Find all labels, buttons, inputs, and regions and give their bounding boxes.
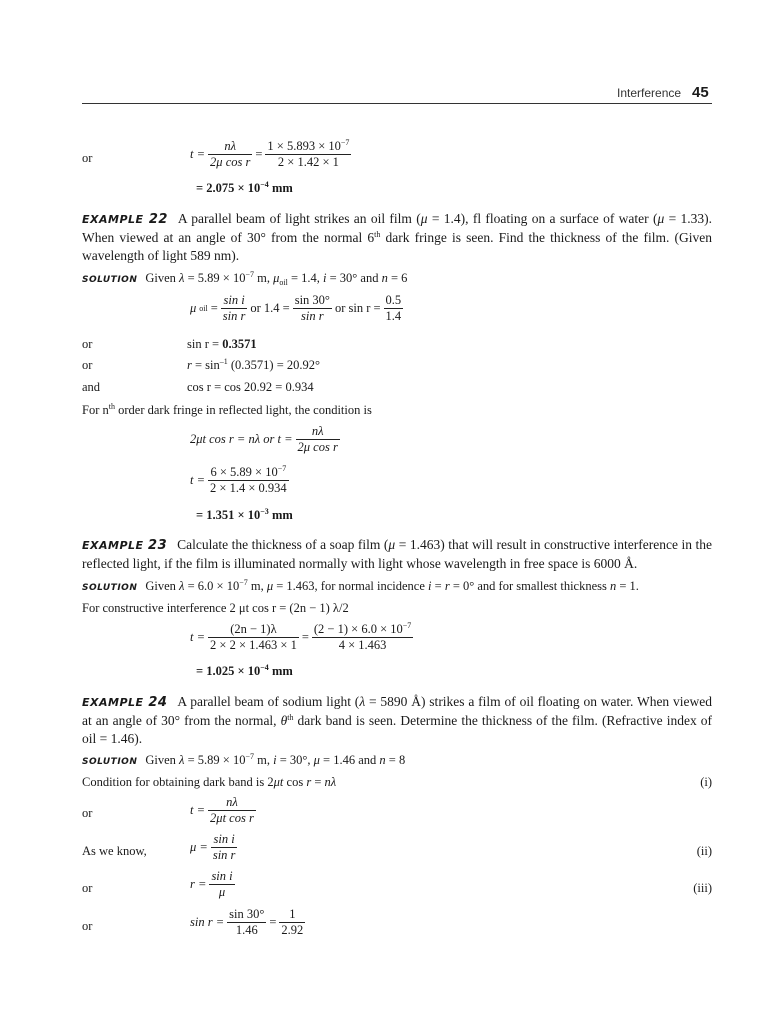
example-23-statement: EXAMPLE 23 Calculate the thickness of a soap film (μ = 1.463) that will result in constructive interference in the reflected light, if the film is illuminated normally with light whose wavelength in free space is 6000 Å.: [82, 537, 712, 571]
soap-film-thickness-equation: t = $\frac{(2n - 1)\lambda}{2 \times 2 \times 1.463 \times 1}$ = $\frac{(2 - 1) \times 6.0 \times 10^{-7}}{4 \times 1.463}$: [190, 621, 412, 652]
word-or: or: [82, 919, 93, 933]
fraction: $\frac{\text{sin i}}{\text{sin r}}$: [222, 293, 246, 323]
fraction: $\frac{6 \times 5.89 \times 10^{-7}}{2 \times 1.4 \times 0.934}$: [210, 464, 287, 495]
solution-label: SOLUTION: [82, 275, 138, 285]
snell-equation: μ = $\frac{\text{sin i}}{\text{sin r}}$: [190, 832, 236, 862]
angle-r-value: $r = \sin^{-1} (0.3571) = 20.92^\circ$: [187, 357, 321, 372]
example-22-given: SOLUTION Given $\lambda = 5.89 \times 10^{-7}$ m, $\mu_{oil} = 1.4$, i = 30° and n = 6: [82, 270, 408, 287]
fraction: $\frac{n\lambda}{\text{2μt cos r}}$: [210, 795, 254, 825]
fraction: $\frac{(2 - 1) \times 6.0 \times 10^{-7}}{4 \times 1.463}$: [313, 621, 412, 652]
word-or: or: [82, 806, 93, 820]
fraction: $\frac{(2n - 1)\lambda}{2 \times 2 \times 1.463 \times 1}$: [210, 622, 297, 652]
word-or: or: [82, 151, 93, 165]
example-22-statement: EXAMPLE 22 A parallel beam of light strikes an oil film (μ = 1.4), fl floating on a surface of water (μ = 1.33). When viewed at an angle of 30° from the normal 6th dark fringe is seen. Find the thickness of the film. (Given wavelength of light 589 nm).: [82, 211, 713, 263]
solution-label: SOLUTION: [82, 583, 138, 593]
angle-r-equation: r = $\frac{\text{sin i}}{\mu}$: [190, 869, 233, 899]
fraction: $\frac{n\lambda}{\text{2μ cos r}}$: [210, 139, 251, 169]
page-number: 45: [692, 84, 709, 101]
thickness-substitution: t = $\frac{6 \times 5.89 \times 10^{-7}}{2 \times 1.4 \times 0.934}$: [190, 464, 287, 495]
example-24-statement: EXAMPLE 24 A parallel beam of sodium light (λ = 5890 Å) strikes a film of oil floating on water. When viewed at an angle of 30° from the normal, $\theta^{th}$ dark band is seen. Determine the thickness of the film. (Refractive index of oil = 1.46).: [82, 694, 712, 746]
result-thickness: = $2.075 \times 10^{-4}$ mm: [196, 180, 293, 195]
header-rule: [82, 103, 712, 104]
thickness-formula: t = $\frac{n\lambda}{\text{2μt cos r}}$: [190, 795, 254, 825]
word-and: and: [82, 380, 101, 394]
solution-label: SOLUTION: [82, 757, 138, 767]
dark-fringe-condition-text: For $n^{th}$ order dark fringe in reflected light, the condition is: [82, 402, 372, 417]
word-or: or: [82, 881, 93, 895]
word-or: or: [82, 337, 93, 351]
example-label: EXAMPLE 24: [82, 695, 168, 710]
equation-number: (iii): [693, 881, 712, 895]
constructive-condition: For constructive interference 2 μt cos r = (2n − 1) λ/2: [82, 601, 349, 615]
sin-r-value: sin r = 0.3571: [187, 337, 257, 351]
example-24-given: SOLUTION Given $\lambda = 5.89 \times 10^{-7}$ m, i = 30°, μ = 1.46 and n = 8: [82, 752, 406, 767]
example-label: EXAMPLE 22: [82, 212, 168, 227]
fraction: $\frac{0.5}{1.4}$: [385, 293, 402, 323]
running-header-chapter: Interference: [617, 86, 682, 100]
result-thickness: = $1.351 \times 10^{-3}$ mm: [196, 507, 293, 522]
fraction: $\frac{1}{2.92}$: [281, 907, 304, 937]
dark-band-condition: Condition for obtaining dark band is 2μt cos r = nλ: [82, 775, 337, 789]
equation-number: (i): [700, 775, 712, 789]
word-as-we-know: As we know,: [82, 844, 147, 858]
example-23-given: SOLUTION Given $\lambda = 6.0 \times 10^{-7}$ m, μ = 1.463, for normal incidence i = r = 0° and for smallest thickness n = 1.: [82, 578, 639, 593]
fraction: $\frac{1 \times 5.893 \times 10^{-7}}{2 \times 1.42 \times 1}$: [267, 138, 350, 169]
result-thickness: = $1.025 \times 10^{-4}$ mm: [196, 663, 293, 678]
fraction: $\frac{\sin 30^\circ}{1.46}$: [229, 907, 265, 937]
fraction: $\frac{n\lambda}{\text{2μ cos r}}$: [297, 424, 338, 454]
fraction: $\frac{\sin 30^\circ}{\text{sin r}}$: [294, 293, 330, 323]
cos-r-value: cos r = cos 20.92 = 0.934: [187, 380, 314, 394]
word-or: or: [82, 358, 93, 372]
equation-number: (ii): [696, 844, 712, 858]
dark-fringe-equation: 2μt cos r = nλ or t = $\frac{n\lambda}{\text{2μ cos r}}$: [190, 424, 338, 454]
thickness-equation: t = $\frac{n\lambda}{\text{2μ cos r}}$ = $\frac{1 \times 5.893 \times 10^{-7}}{2 \times 1.42 \times 1}$: [190, 138, 350, 169]
fraction: $\frac{\text{sin i}}{\text{sin r}}$: [212, 832, 236, 862]
example-label: EXAMPLE 23: [82, 538, 168, 553]
sin-r-equation: sin r = $\frac{\sin 30^\circ}{1.46}$ = $\frac{1}{2.92}$: [190, 907, 304, 937]
refractive-index-equation: μ oil = $\frac{\text{sin i}}{\text{sin r}}$ or 1.4 = $\frac{\sin 30^\circ}{\text{sin r}}$ or sin r = $\frac{0.5}{1.4}$: [190, 293, 402, 323]
fraction: $\frac{\text{sin i}}{\mu}$: [211, 869, 233, 899]
